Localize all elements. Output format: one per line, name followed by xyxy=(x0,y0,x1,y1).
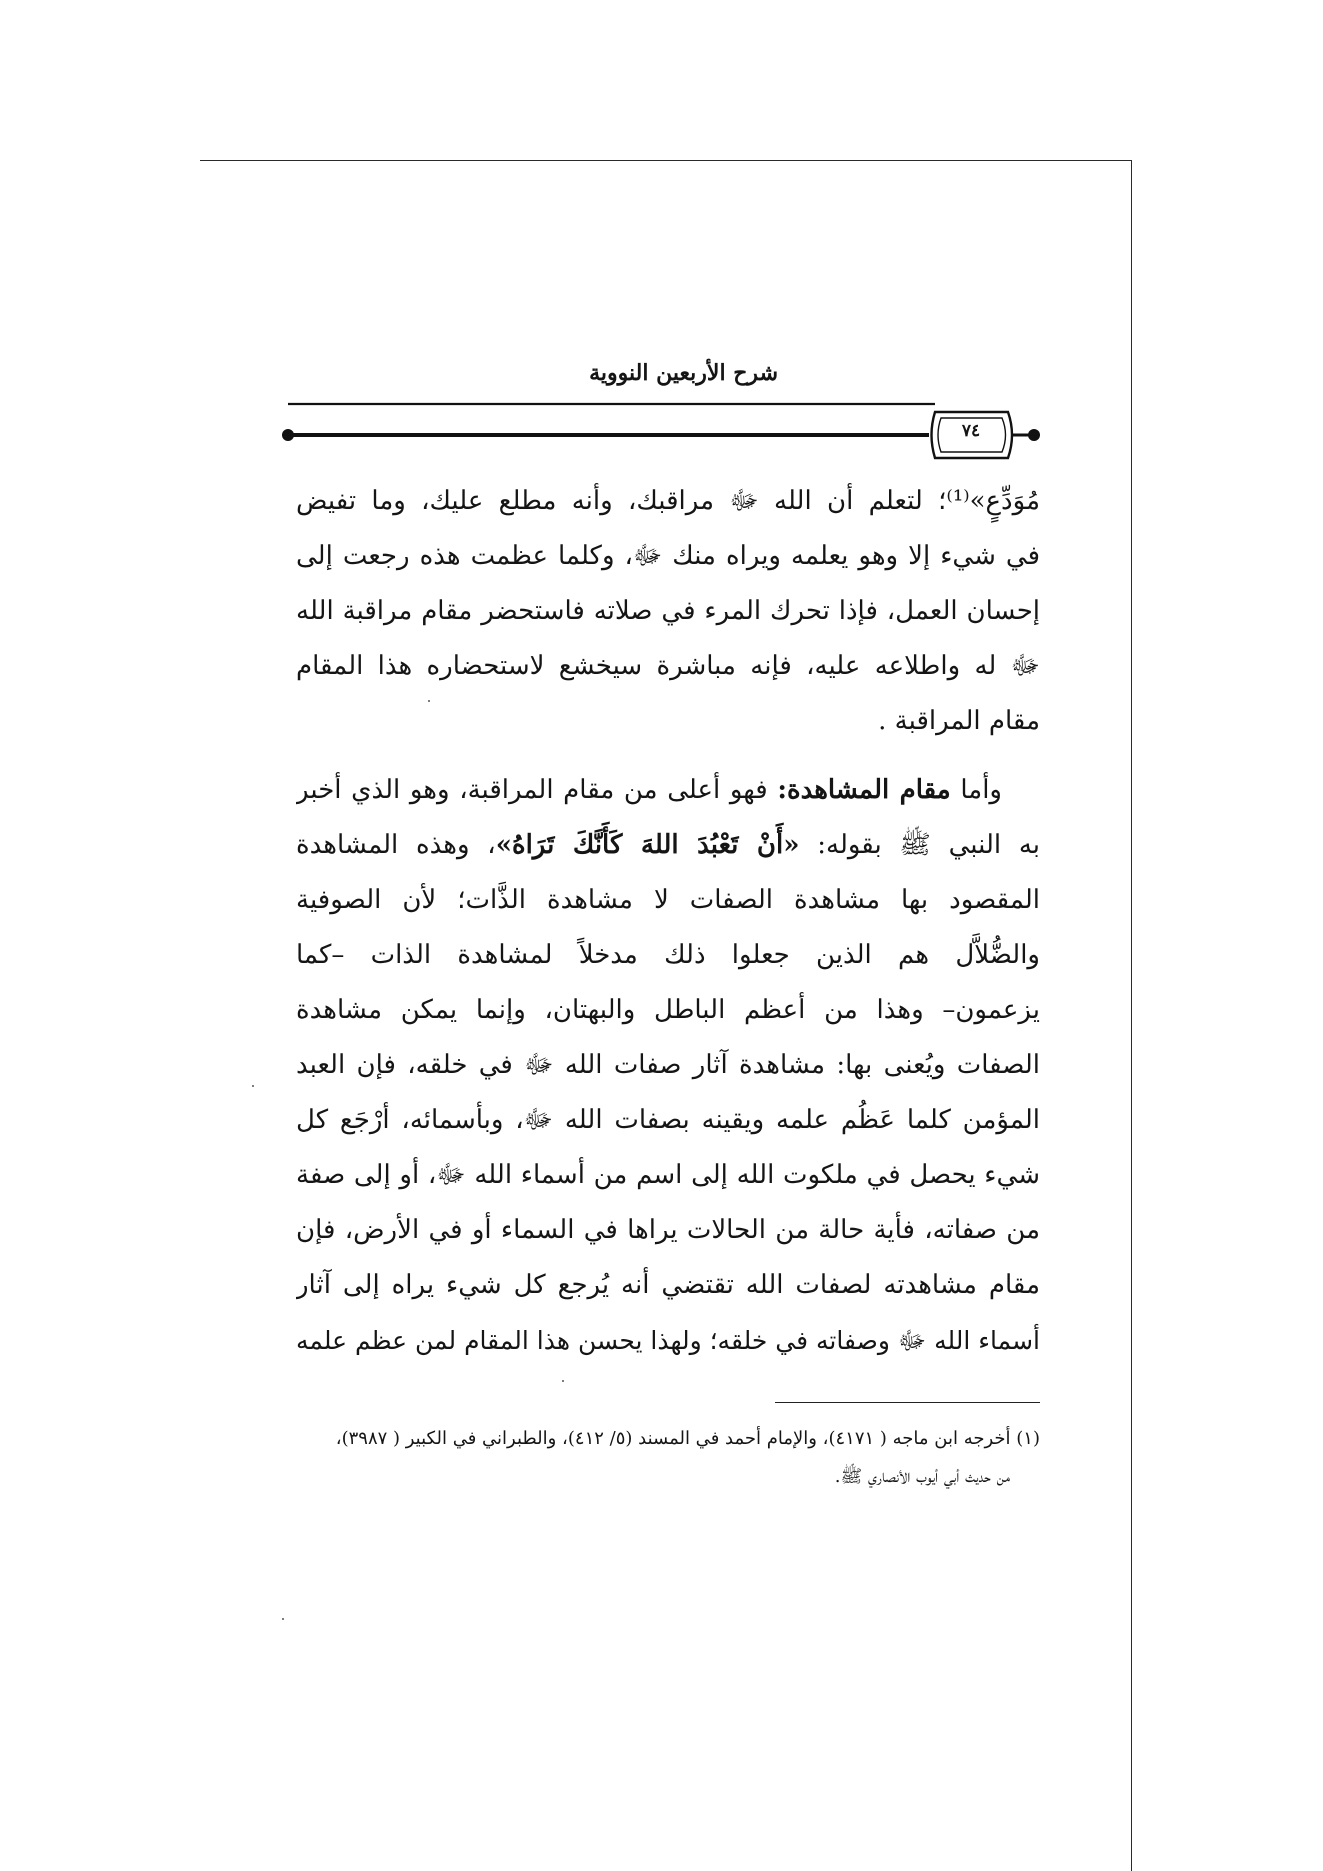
footnote-line: (١) أخرجه ابن ماجه ( ٤١٧١)، والإمام أحمد في المسند (٥/ ٤١٢)، والطبراني في الكبير ( ٣٩٨٧)، xyxy=(335,1428,1040,1449)
text-line: مقام مشاهدته لصفات الله تقتضي أنه يُرجع كل شيء يراه إلى آثار xyxy=(296,1270,1040,1300)
scan-speck xyxy=(282,1618,284,1620)
text-line: المقصود بها مشاهدة الصفات لا مشاهدة الذَّات؛ لأن الصوفية xyxy=(296,885,1040,915)
main-text xyxy=(296,474,1040,1368)
page-number: ٧٤ xyxy=(961,421,981,441)
text-line: إحسان العمل، فإذا تحرك المرء في صلاته فاستحضر مقام مراقبة الله xyxy=(296,596,1040,626)
text-fragment: به النبي ﷺ بقوله: xyxy=(817,830,1040,860)
text-line: ﷻ له واطلاعه عليه، فإنه مباشرة سيخشع لاستحضاره هذا المقام xyxy=(296,651,1040,681)
scan-speck xyxy=(252,1085,254,1087)
text-line: من صفاته، فأية حالة من الحالات يراها في السماء أو في الأرض، فإن xyxy=(296,1215,1040,1245)
text-fragment: ، وهذه المشاهدة xyxy=(296,830,496,860)
scan-speck xyxy=(562,1380,564,1382)
text-line: مقام المراقبة . xyxy=(878,706,1040,736)
header-ornament-rule-icon xyxy=(280,340,1040,460)
running-header xyxy=(280,340,1040,460)
text-fragment: وأما xyxy=(960,775,1002,805)
footnote-line: من حديث أبي أيوب الأنصاري ﷺ. xyxy=(834,1466,1010,1487)
text-line: والضُّلاَّل هم الذين جعلوا ذلك مدخلاً لمشاهدة الذات –كما xyxy=(296,940,1040,970)
scan-crop-line-right xyxy=(1131,160,1132,1871)
text-line: يزعمون– وهذا من أعظم الباطل والبهتان، وإنما يمكن مشاهدة xyxy=(296,995,1040,1025)
hadith-quote: «أَنْ تَعْبُدَ اللهَ كَأَنَّكَ تَرَاهُ» xyxy=(495,830,800,860)
text-line: الصفات ويُعنى بها: مشاهدة آثار صفات الله ﷻ في خلقه، فإن العبد xyxy=(296,1050,1040,1080)
text-line: المؤمن كلما عَظُم علمه ويقينه بصفات الله ﷻ، وبأسمائه، أرْجَع كل xyxy=(296,1105,1040,1135)
text-line: شيء يحصل في ملكوت الله إلى اسم من أسماء الله ﷻ، أو إلى صفة xyxy=(296,1160,1040,1190)
footnote-separator xyxy=(775,1402,1040,1403)
text-fragment: فهو أعلى من مقام المراقبة، وهو الذي أخبر xyxy=(296,775,768,805)
term-mushahada: مقام المشاهدة: xyxy=(777,775,951,805)
text-line: مُوَدِّعٍ»⁽¹⁾؛ لتعلم أن الله ﷻ مراقبك، وأنه مطلع عليك، وما تفيض xyxy=(296,486,1040,516)
text-line-hadith xyxy=(296,818,1040,873)
scan-crop-line-top xyxy=(200,160,1132,161)
book-title: شرح الأربعين النووية xyxy=(589,360,778,386)
scan-speck xyxy=(428,700,430,702)
text-line: في شيء إلا وهو يعلمه ويراه منك ﷻ، وكلما عظمت هذه رجعت إلى xyxy=(296,541,1040,571)
footnotes xyxy=(296,1420,1040,1496)
paragraph-first-line xyxy=(296,763,1040,818)
text-line: أسماء الله ﷻ وصفاته في خلقه؛ ولهذا يحسن هذا المقام لمن عظم علمه xyxy=(296,1326,1040,1355)
